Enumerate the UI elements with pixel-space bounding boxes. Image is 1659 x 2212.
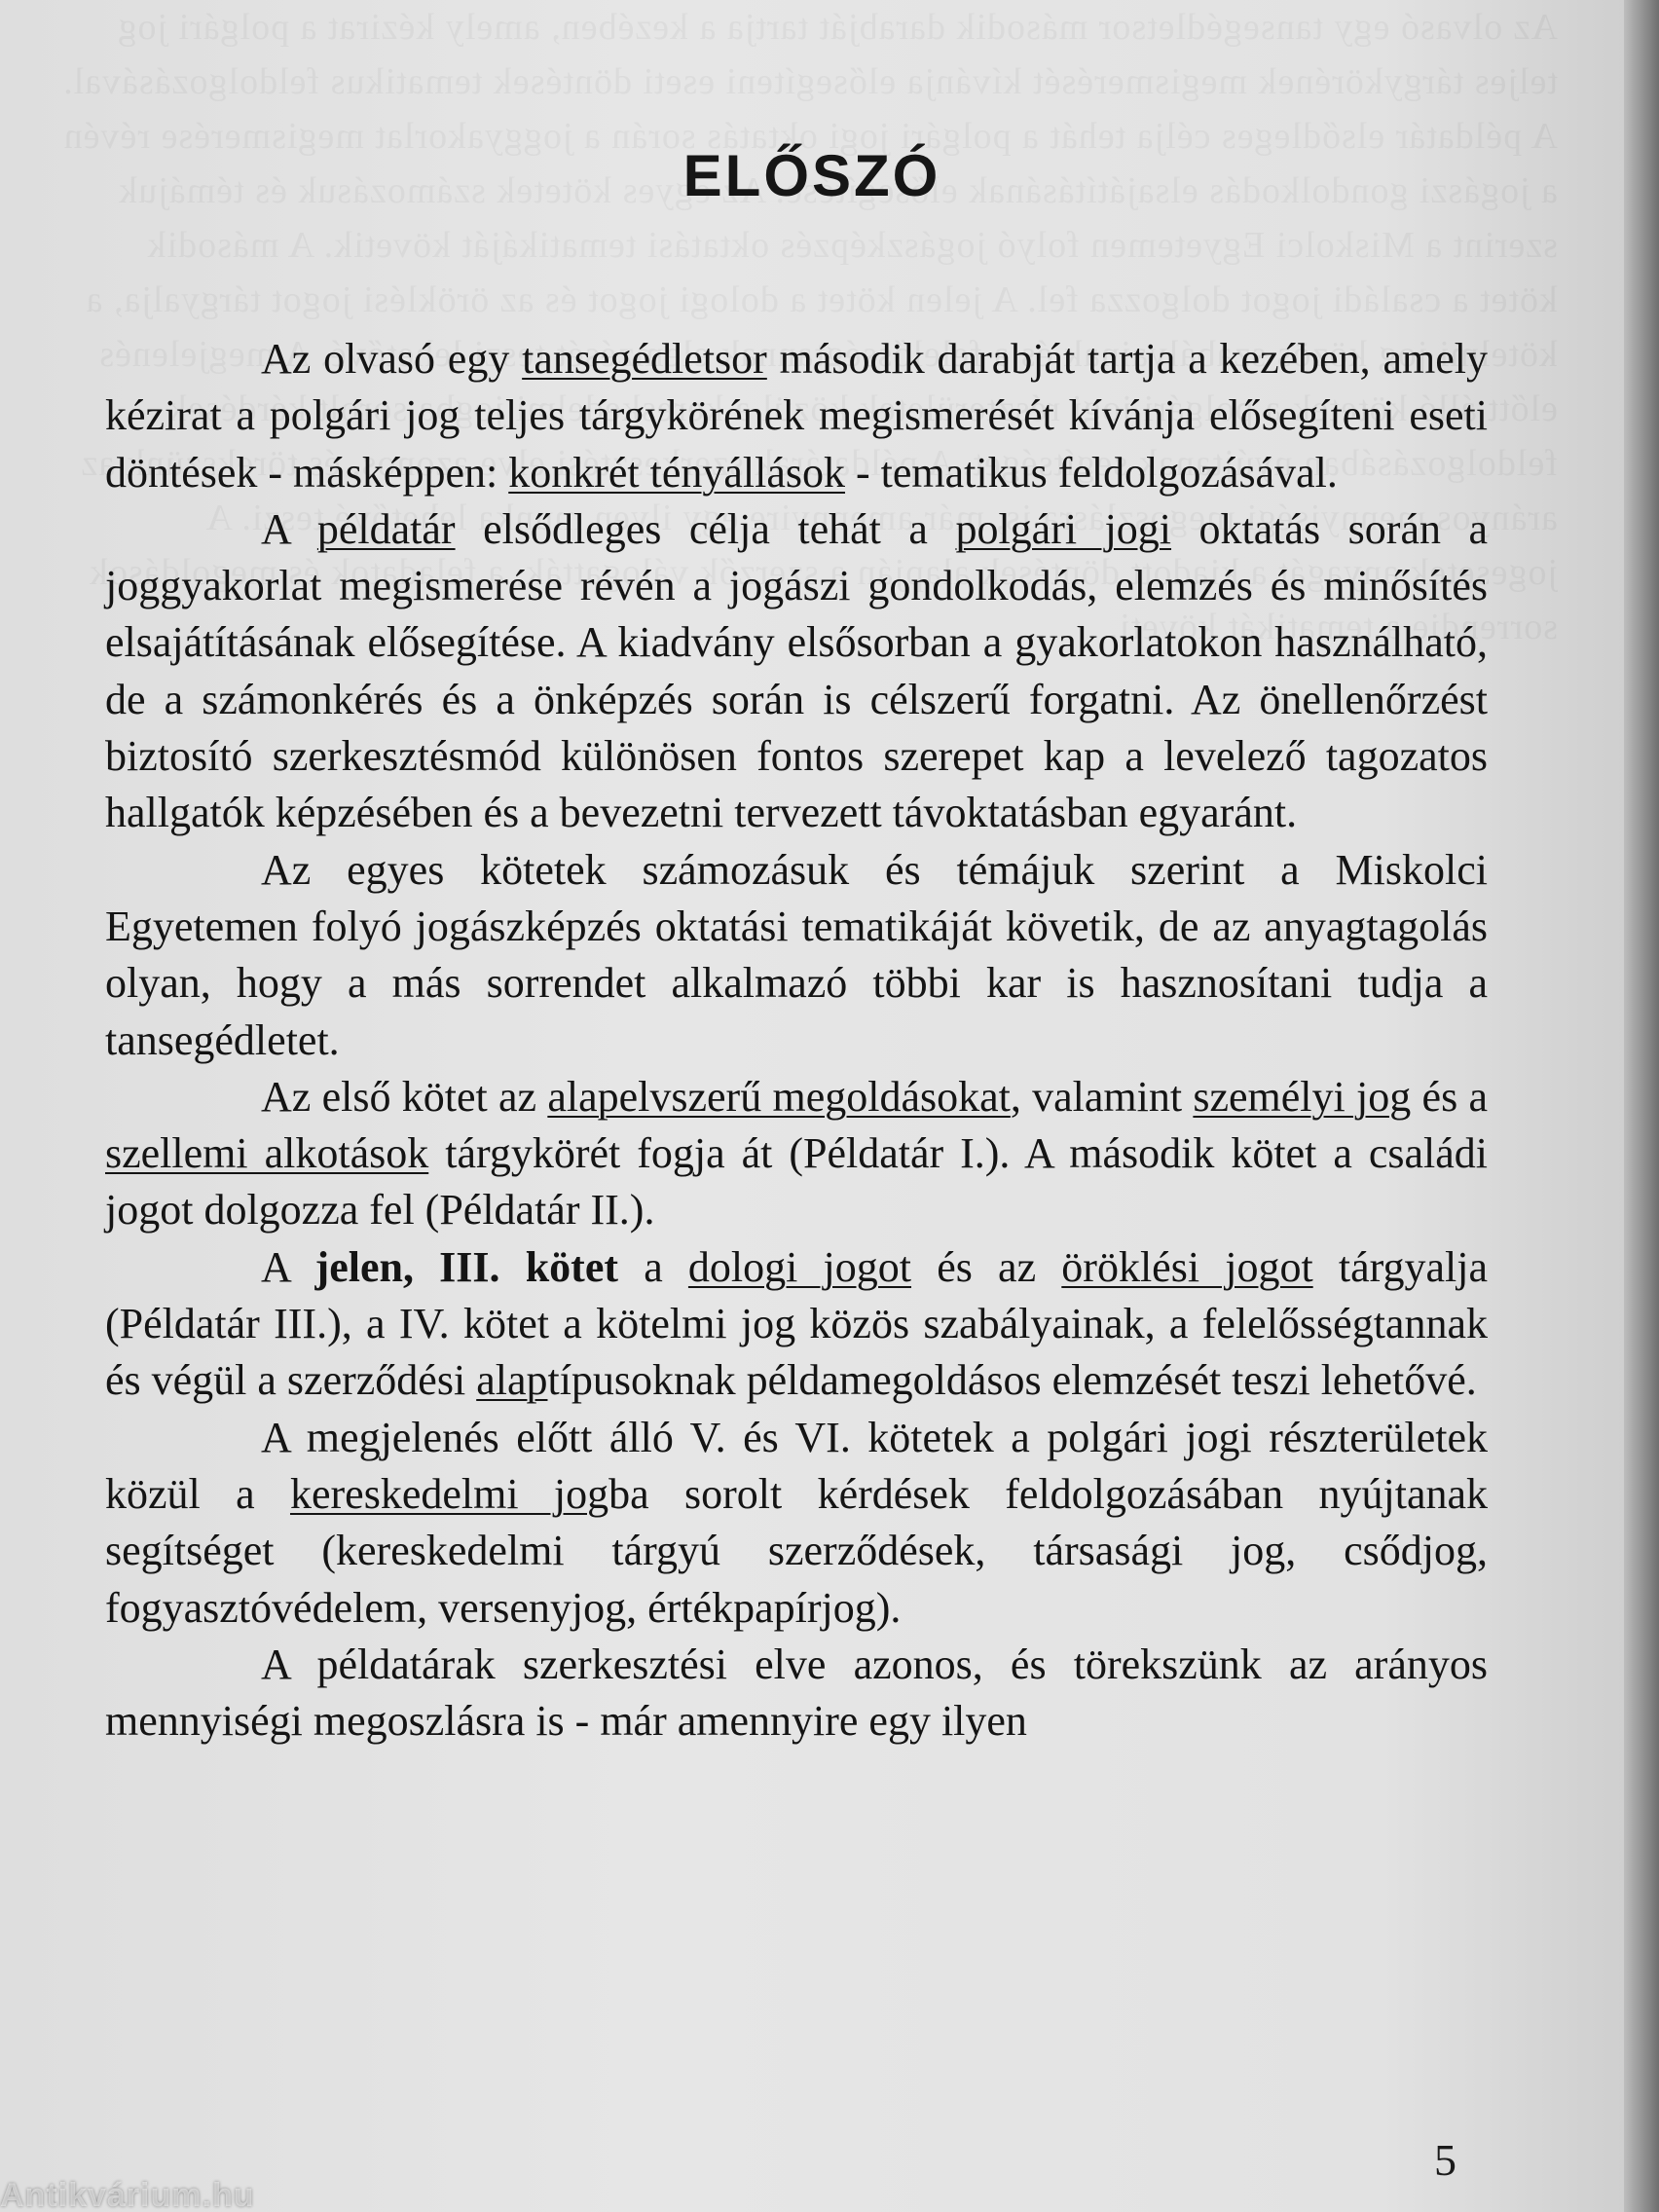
text-run: A példatárak szerkesztési elve azonos, és törekszünk az arányos mennyiségi megoszlásra is - már amennyire egy ilyen bbox=[105, 1640, 1488, 1746]
underlined-term: dologi jogot bbox=[687, 1242, 912, 1291]
text-run: A bbox=[261, 1242, 315, 1291]
page-edge-shadow bbox=[1624, 0, 1659, 2212]
underlined-term: alapelvszerű megoldásokat bbox=[547, 1072, 1011, 1121]
paragraph bbox=[105, 1069, 1488, 1239]
paragraph bbox=[105, 1637, 1488, 1751]
paragraph bbox=[105, 1239, 1488, 1410]
paragraph bbox=[105, 842, 1488, 1069]
underlined-term: tansegédletsor bbox=[522, 335, 767, 383]
text-run: és az bbox=[911, 1242, 1062, 1291]
paragraph bbox=[105, 331, 1488, 501]
page-number: 5 bbox=[1434, 2135, 1456, 2185]
text-run: oktatás során a joggyakorlat megismerése révén a jogászi gondolkodás, elemzés és minősítés elsajátításának elősegítése. A kiadvány elsősorban a gyakorlatokon használható, de a számonkérés és a önképzés során is célszerű forgatni. Az önellenőrzést biztosító szerkesztésmód különösen fontos szerepet kap a levelező tagozatos hallgatók képzésében és a bevezetni tervezett távoktatásban egyaránt. bbox=[105, 504, 1489, 837]
text-run: - tematikus feldolgozásával. bbox=[845, 448, 1338, 497]
underlined-term: alap bbox=[476, 1356, 548, 1405]
text-run: a bbox=[618, 1242, 688, 1291]
text-run: tárgykörét fogja át (Példatár I.). A második kötet a családi jogot dolgozza fel (Példatár II.). bbox=[105, 1129, 1489, 1235]
text-run: ba sorolt kérdések feldolgozásában nyújtanak segítséget (kereskedelmi tárgyú szerződések, társasági jog, csődjog, fogyasztóvédelem, versenyjog, értékpapírjog). bbox=[105, 1469, 1488, 1632]
text-run: elsődleges célja tehát a bbox=[455, 504, 956, 553]
underlined-term: példatár bbox=[316, 504, 456, 553]
underlined-term: polgári jogi bbox=[955, 504, 1172, 553]
underlined-term: szellemi alkotások bbox=[105, 1129, 429, 1178]
text-run: , valamint bbox=[1010, 1072, 1194, 1121]
paragraph bbox=[105, 501, 1488, 842]
watermark-logo: Antikvárium.hu bbox=[0, 2177, 255, 2212]
text-run: tárgyalja (Példatár III.), a IV. kötet a kötelmi jog közös szabályainak, a felelősségtannak és végül a szerződési bbox=[105, 1242, 1488, 1405]
preface-body bbox=[105, 331, 1488, 1750]
bold-term: jelen, III. kötet bbox=[314, 1242, 619, 1291]
text-run: A megjelenés előtt álló V. és VI. kötetek a polgári jogi részterületek közül a bbox=[105, 1413, 1488, 1518]
paragraph bbox=[105, 1410, 1488, 1637]
text-run: A bbox=[261, 504, 317, 553]
underlined-term: konkrét tényállások bbox=[508, 448, 846, 497]
text-run: típusoknak példamegoldásos elemzését teszi lehetővé. bbox=[547, 1356, 1477, 1405]
text-run: Az első kötet az bbox=[261, 1072, 548, 1121]
underlined-term: öröklési jogot bbox=[1061, 1242, 1313, 1291]
page-title: ELŐSZÓ bbox=[682, 143, 941, 208]
text-run: és a bbox=[1411, 1072, 1488, 1121]
text-run: Az olvasó egy bbox=[261, 335, 523, 383]
underlined-term: kereskedelmi jog bbox=[289, 1469, 609, 1518]
underlined-term: személyi jog bbox=[1193, 1072, 1412, 1121]
text-run: második darabját tartja a kezében, amely kézirat a polgári jog teljes tárgykörének megismerését kívánja elősegíteni eseti döntések - másképpen: bbox=[105, 335, 1488, 497]
text-run: Az egyes kötetek számozásuk és témájuk szerint a Miskolci Egyetemen folyó jogászképzés oktatási tematikáját követik, de az anyagtagolás olyan, hogy a más sorrendet alkalmazó többi kar is hasznosítani tudja a tansegédletet. bbox=[105, 845, 1488, 1064]
